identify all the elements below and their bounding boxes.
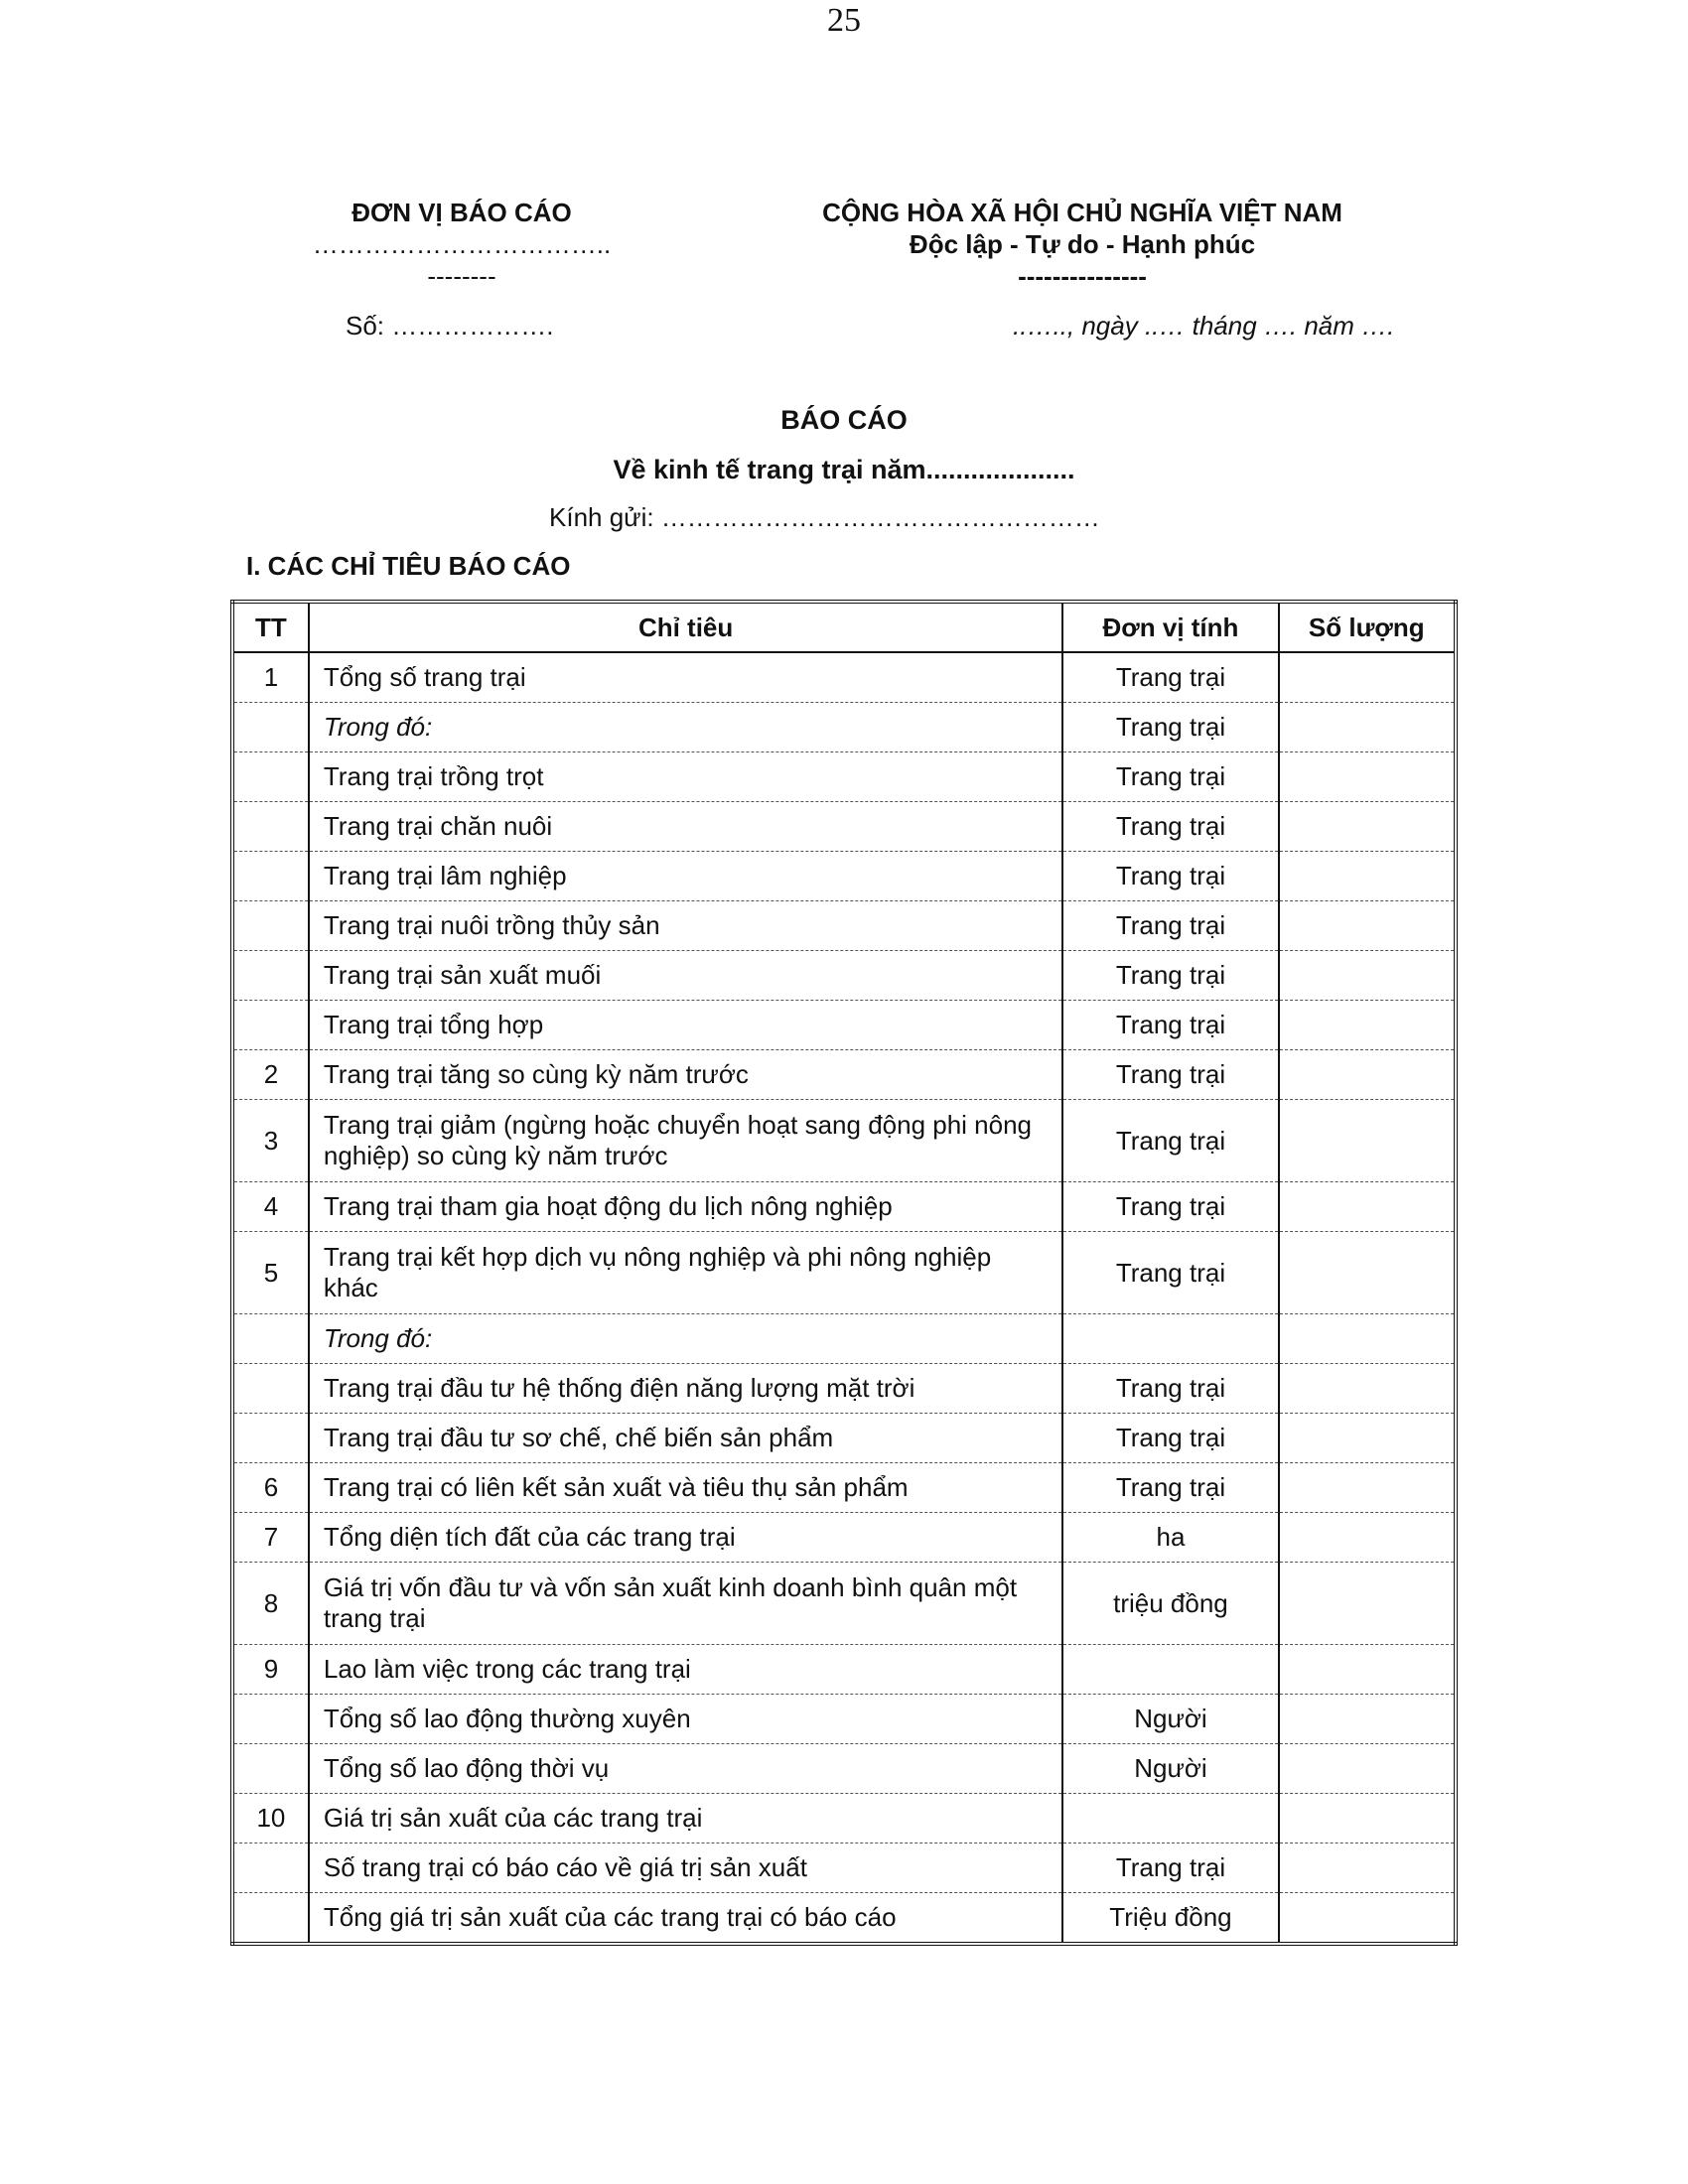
row-number: 6 (232, 1463, 309, 1513)
row-number: 3 (232, 1100, 309, 1182)
table-header-row (232, 602, 1456, 652)
row-quantity-cell[interactable] (1279, 1182, 1456, 1232)
row-number (232, 752, 309, 802)
document-date: ..….., ngày ..… tháng …. năm …. (1013, 311, 1395, 341)
row-unit: Triệu đồng (1062, 1893, 1278, 1945)
row-quantity-cell[interactable] (1279, 752, 1456, 802)
row-unit: Trang trại (1062, 1232, 1278, 1314)
row-number (232, 1744, 309, 1794)
report-subtitle: Về kinh tế trang trại năm.................... (613, 455, 1075, 484)
row-number: 8 (232, 1563, 309, 1645)
row-indicator: Tổng giá trị sản xuất của các trang trại có báo cáo (309, 1893, 1062, 1945)
row-indicator: Giá trị sản xuất của các trang trại (309, 1794, 1062, 1843)
table-row (232, 1232, 1456, 1314)
row-unit: Trang trại (1062, 703, 1278, 752)
row-indicator: Số trang trại có báo cáo về giá trị sản xuất (309, 1843, 1062, 1893)
table-row (232, 752, 1456, 802)
row-indicator: Trang trại trồng trọt (309, 752, 1062, 802)
row-unit: Trang trại (1062, 1843, 1278, 1893)
row-unit: triệu đồng (1062, 1563, 1278, 1645)
row-unit (1062, 1314, 1278, 1364)
section-title: I. CÁC CHỈ TIÊU BÁO CÁO (246, 551, 571, 581)
row-quantity-cell[interactable] (1279, 652, 1456, 703)
row-number (232, 1364, 309, 1414)
row-indicator: Tổng số lao động thường xuyên (309, 1695, 1062, 1744)
table-row (232, 852, 1456, 901)
table-row (232, 1414, 1456, 1463)
row-unit: Người (1062, 1744, 1278, 1794)
table-row (232, 1695, 1456, 1744)
table-row (232, 1893, 1456, 1945)
table-row (232, 1463, 1456, 1513)
row-unit: Trang trại (1062, 1463, 1278, 1513)
row-unit: Trang trại (1062, 802, 1278, 852)
row-quantity-cell[interactable] (1279, 951, 1456, 1001)
row-quantity-cell[interactable] (1279, 1463, 1456, 1513)
header-indicator: Chỉ tiêu (309, 602, 1062, 652)
row-number (232, 901, 309, 951)
row-unit: Trang trại (1062, 951, 1278, 1001)
row-indicator: Trang trại đầu tư sơ chế, chế biến sản phẩm (309, 1414, 1062, 1463)
reporting-unit-divider: -------- (427, 261, 496, 291)
row-unit: Trang trại (1062, 652, 1278, 703)
row-unit (1062, 1794, 1278, 1843)
row-indicator: Tổng diện tích đất của các trang trại (309, 1513, 1062, 1563)
row-quantity-cell[interactable] (1279, 1744, 1456, 1794)
row-quantity-cell[interactable] (1279, 1563, 1456, 1645)
row-unit (1062, 1645, 1278, 1695)
row-quantity-cell[interactable] (1279, 1843, 1456, 1893)
row-number: 10 (232, 1794, 309, 1843)
row-number (232, 1001, 309, 1050)
row-quantity-cell[interactable] (1279, 1232, 1456, 1314)
row-quantity-cell[interactable] (1279, 1050, 1456, 1100)
table-row (232, 802, 1456, 852)
table-row (232, 1001, 1456, 1050)
row-indicator: Trang trại tham gia hoạt động du lịch nông nghiệp (309, 1182, 1062, 1232)
table-row (232, 652, 1456, 703)
row-unit: Trang trại (1062, 752, 1278, 802)
row-quantity-cell[interactable] (1279, 1794, 1456, 1843)
row-indicator: Trang trại đầu tư hệ thống điện năng lượng mặt trời (309, 1364, 1062, 1414)
row-quantity-cell[interactable] (1279, 1645, 1456, 1695)
row-quantity-cell[interactable] (1279, 1414, 1456, 1463)
row-unit: Trang trại (1062, 1001, 1278, 1050)
table-row (232, 1050, 1456, 1100)
row-indicator: Tổng số lao động thời vụ (309, 1744, 1062, 1794)
table-row (232, 951, 1456, 1001)
row-indicator: Giá trị vốn đầu tư và vốn sản xuất kinh doanh bình quân một trang trại (309, 1563, 1062, 1645)
row-unit: ha (1062, 1513, 1278, 1563)
row-unit: Người (1062, 1695, 1278, 1744)
row-quantity-cell[interactable] (1279, 1314, 1456, 1364)
row-number (232, 703, 309, 752)
row-number (232, 852, 309, 901)
row-unit: Trang trại (1062, 1364, 1278, 1414)
header-quantity: Số lượng (1279, 602, 1456, 652)
header-unit: Đơn vị tính (1062, 602, 1278, 652)
row-indicator: Trong đó: (309, 703, 1062, 752)
report-table (230, 600, 1458, 1946)
row-number: 9 (232, 1645, 309, 1695)
row-indicator: Trang trại lâm nghiệp (309, 852, 1062, 901)
row-number (232, 1414, 309, 1463)
document-number: Số: ………………. (346, 311, 554, 341)
row-number (232, 1843, 309, 1893)
row-indicator: Trang trại sản xuất muối (309, 951, 1062, 1001)
row-number: 2 (232, 1050, 309, 1100)
row-number: 1 (232, 652, 309, 703)
row-number (232, 1314, 309, 1364)
row-indicator: Tổng số trang trại (309, 652, 1062, 703)
table-row (232, 1645, 1456, 1695)
table-body (232, 652, 1456, 1944)
row-indicator: Trang trại kết hợp dịch vụ nông nghiệp và phi nông nghiệp khác (309, 1232, 1062, 1314)
recipient-line: Kính gửi: …………………………………………… (549, 502, 1100, 532)
table-row (232, 1182, 1456, 1232)
row-quantity-cell[interactable] (1279, 1001, 1456, 1050)
national-divider: --------------- (1018, 261, 1147, 291)
row-quantity-cell[interactable] (1279, 852, 1456, 901)
row-indicator: Trang trại giảm (ngừng hoặc chuyển hoạt sang động phi nông nghiệp) so cùng kỳ năm trước (309, 1100, 1062, 1182)
row-unit: Trang trại (1062, 1100, 1278, 1182)
row-indicator: Trang trại tổng hợp (309, 1001, 1062, 1050)
row-indicator: Trang trại chăn nuôi (309, 802, 1062, 852)
row-number: 7 (232, 1513, 309, 1563)
row-quantity-cell[interactable] (1279, 1364, 1456, 1414)
table-row (232, 1100, 1456, 1182)
row-quantity-cell[interactable] (1279, 1100, 1456, 1182)
table-row (232, 1843, 1456, 1893)
row-number (232, 802, 309, 852)
report-title: BÁO CÁO (780, 405, 908, 435)
row-number (232, 1695, 309, 1744)
table-row (232, 1314, 1456, 1364)
row-indicator: Trang trại nuôi trồng thủy sản (309, 901, 1062, 951)
row-quantity-cell[interactable] (1279, 1893, 1456, 1945)
country-name: CỘNG HÒA XÃ HỘI CHỦ NGHĨA VIỆT NAM (822, 198, 1342, 227)
row-unit: Trang trại (1062, 1182, 1278, 1232)
row-number (232, 951, 309, 1001)
table-row (232, 901, 1456, 951)
row-indicator: Trong đó: (309, 1314, 1062, 1364)
row-number: 5 (232, 1232, 309, 1314)
table-row (232, 1563, 1456, 1645)
table-row (232, 1794, 1456, 1843)
row-indicator: Trang trại có liên kết sản xuất và tiêu thụ sản phẩm (309, 1463, 1062, 1513)
table-row (232, 1364, 1456, 1414)
row-quantity-cell[interactable] (1279, 901, 1456, 951)
national-motto: Độc lập - Tự do - Hạnh phúc (909, 229, 1256, 259)
table-row (232, 1744, 1456, 1794)
row-unit: Trang trại (1062, 1414, 1278, 1463)
national-header-block (755, 197, 1410, 292)
row-quantity-cell[interactable] (1279, 1513, 1456, 1563)
row-unit: Trang trại (1062, 901, 1278, 951)
row-indicator: Lao làm việc trong các trang trại (309, 1645, 1062, 1695)
row-quantity-cell[interactable] (1279, 802, 1456, 852)
header-tt: TT (232, 602, 309, 652)
row-number (232, 1893, 309, 1945)
reporting-unit-title: ĐƠN VỊ BÁO CÁO (352, 198, 572, 227)
table-row (232, 703, 1456, 752)
row-number: 4 (232, 1182, 309, 1232)
row-unit: Trang trại (1062, 852, 1278, 901)
page-number: 25 (827, 2, 861, 39)
reporting-unit-block (293, 197, 631, 292)
row-quantity-cell[interactable] (1279, 703, 1456, 752)
row-unit: Trang trại (1062, 1050, 1278, 1100)
reporting-unit-dots: …………………………….. (312, 229, 612, 259)
row-quantity-cell[interactable] (1279, 1695, 1456, 1744)
row-indicator: Trang trại tăng so cùng kỳ năm trước (309, 1050, 1062, 1100)
table-row (232, 1513, 1456, 1563)
